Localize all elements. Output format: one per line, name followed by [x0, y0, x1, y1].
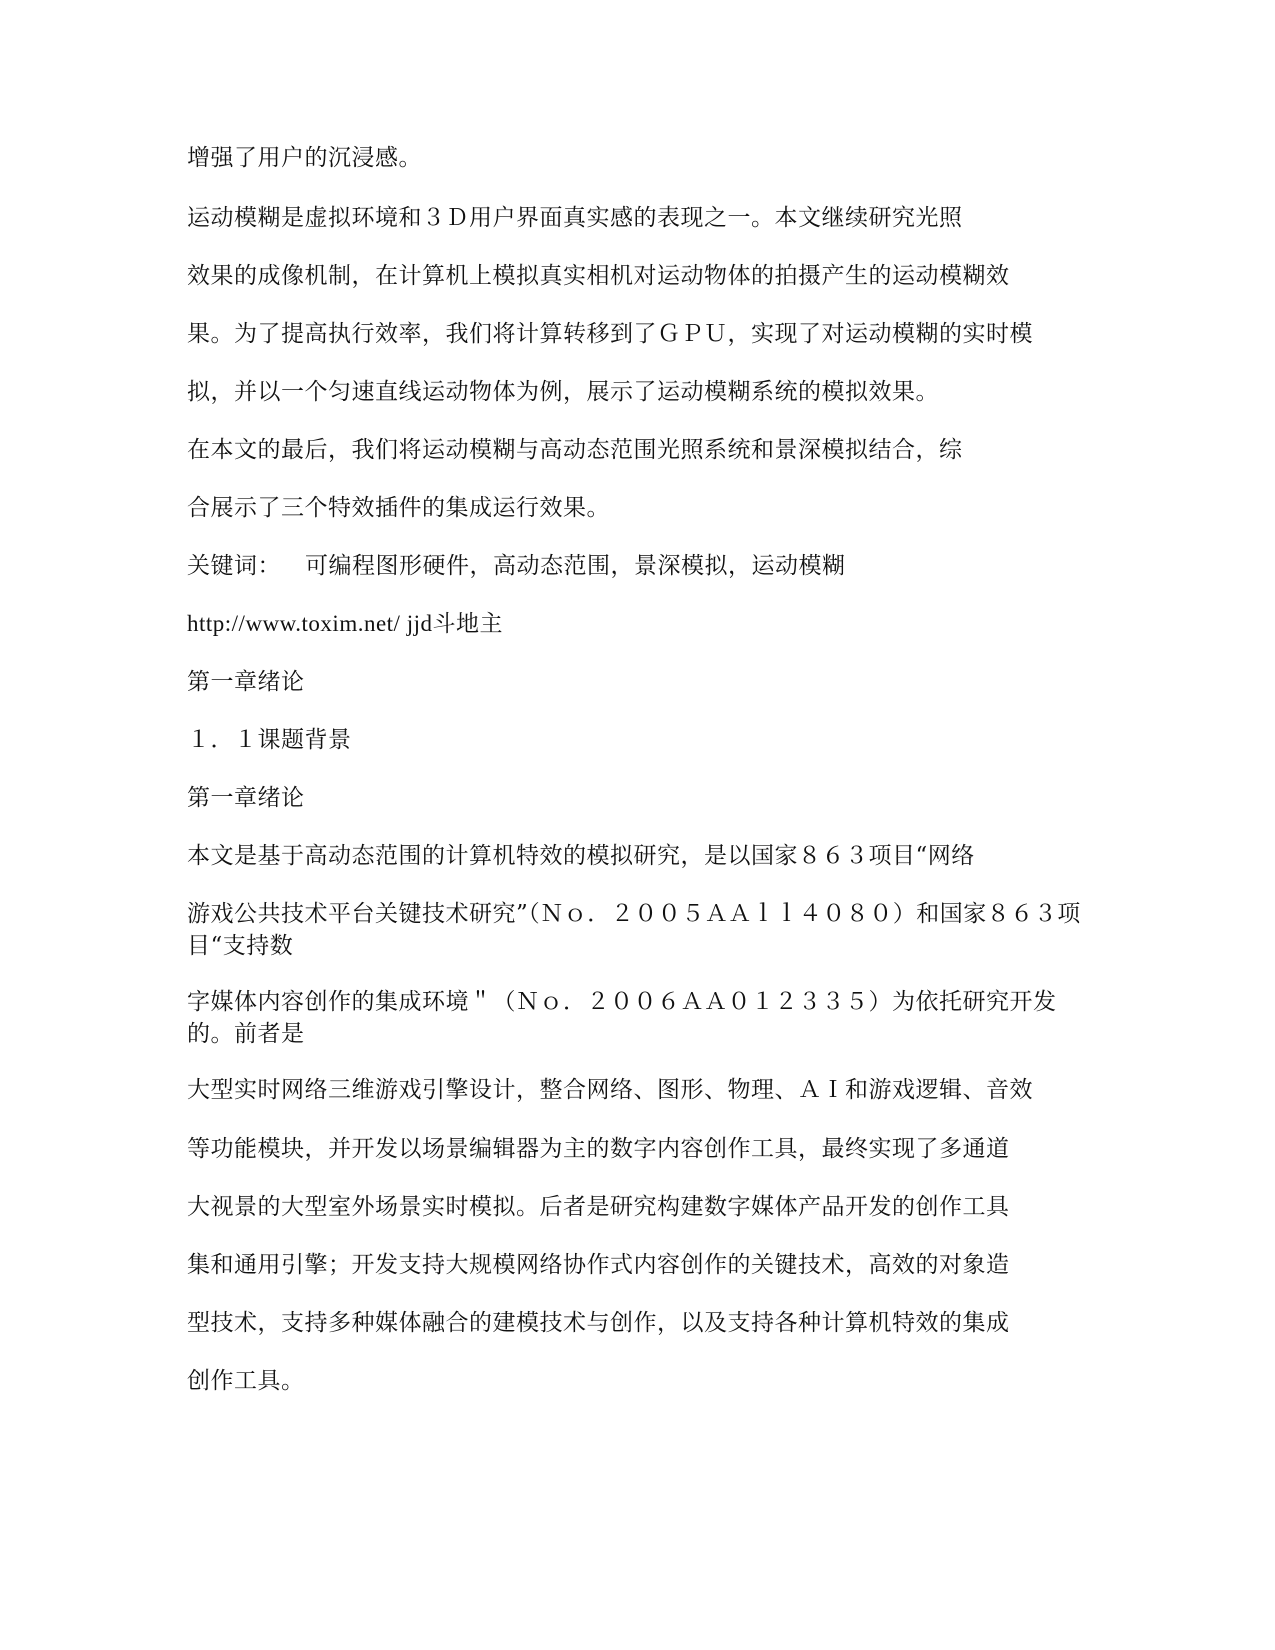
paragraph-line: 运动模糊是虚拟环境和３Ｄ用户界面真实感的表现之一。本文继续研究光照: [187, 205, 963, 231]
body-line: 本文是基于高动态范围的计算机特效的模拟研究，是以国家８６３项目“网络: [187, 843, 975, 869]
paragraph-line: 拟，并以一个匀速直线运动物体为例，展示了运动模糊系统的模拟效果。: [187, 379, 939, 405]
body-line: 游戏公共技术平台关键技术研究”（Ｎｏ．２００５ＡＡｌｌ４０８０）和国家８６３项目“支持数: [187, 901, 1081, 959]
body-line: 型技术，支持多种媒体融合的建模技术与创作，以及支持各种计算机特效的集成: [187, 1310, 1010, 1336]
body-line: 字媒体内容创作的集成环境＂（Ｎｏ．２００６ＡＡ０１２３３５）为依托研究开发的。前者是: [187, 989, 1057, 1047]
url-line: http://www.toxim.net/ jjd斗地主: [187, 611, 503, 636]
body-line: 等功能模块，并开发以场景编辑器为主的数字内容创作工具，最终实现了多通道: [187, 1136, 1010, 1162]
paragraph-line: 效果的成像机制，在计算机上模拟真实相机对运动物体的拍摄产生的运动模糊效: [187, 263, 1010, 289]
keywords-line: [187, 550, 1087, 582]
section-title: １．１课题背景: [187, 727, 352, 753]
paragraph-line: 增强了用户的沉浸感。: [187, 145, 422, 171]
body-line: 集和通用引擎；开发支持大规模网络协作式内容创作的关键技术，高效的对象造: [187, 1252, 1010, 1278]
paragraph-line: 果。为了提高执行效率，我们将计算转移到了ＧＰＵ，实现了对运动模糊的实时模: [187, 321, 1033, 347]
chapter-title: 第一章绪论: [187, 785, 305, 811]
paragraph-line: 在本文的最后，我们将运动模糊与高动态范围光照系统和景深模拟结合，综: [187, 437, 963, 463]
chapter-title: 第一章绪论: [187, 669, 305, 695]
body-line: 大型实时网络三维游戏引擎设计，整合网络、图形、物理、ＡＩ和游戏逻辑、音效: [187, 1077, 1033, 1103]
keywords-label: 关键词：: [187, 553, 281, 579]
keywords-value: 可编程图形硬件，高动态范围，景深模拟，运动模糊: [305, 553, 846, 579]
body-line: 大视景的大型室外场景实时模拟。后者是研究构建数字媒体产品开发的创作工具: [187, 1194, 1010, 1220]
body-line: 创作工具。: [187, 1368, 305, 1394]
paragraph-line: 合展示了三个特效插件的集成运行效果。: [187, 495, 610, 521]
